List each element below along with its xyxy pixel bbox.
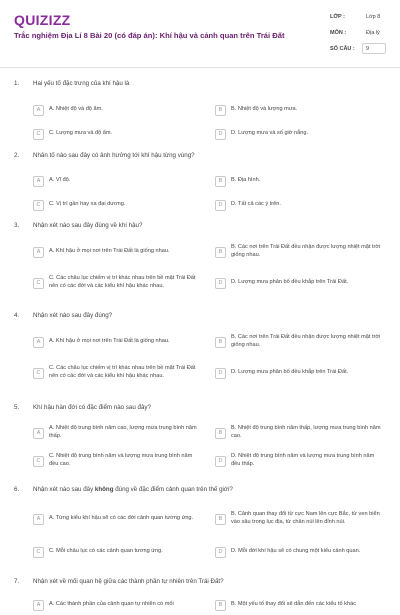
question-text: Nhận xét nào sau đây đúng?	[33, 312, 113, 319]
question-7	[0, 570, 400, 610]
option-d[interactable]	[215, 537, 388, 567]
option-b[interactable]	[215, 501, 388, 537]
option-letter: A	[33, 600, 44, 611]
option-letter: A	[33, 428, 44, 439]
option-letter: D	[215, 368, 226, 379]
option-letter: B	[215, 176, 226, 187]
option-c[interactable]	[33, 122, 215, 146]
option-b[interactable]	[215, 595, 388, 615]
option-d[interactable]	[215, 266, 388, 300]
quizizz-logo: QUIZIZZ	[14, 12, 71, 28]
option-letter: A	[33, 105, 44, 116]
meta-count	[330, 44, 392, 60]
option-text: B. Cảnh quan thay đổi từ cực Nam lên cực Bắc, từ ven biển vào sâu trong lục địa, từ chân núi lên đỉnh núi.	[231, 511, 380, 525]
option-text: B. Các nơi trên Trái Đất đều nhận được lượng nhiệt mặt trời giống nhau.	[231, 334, 381, 348]
option-text: A. Nhiệt độ và độ ẩm.	[49, 106, 103, 113]
question-text: Nhân tố nào sau đây có ảnh hưởng tới khí hậu từng vùng?	[33, 152, 195, 159]
option-text: D. Lượng mưa phân bố đều khắp trên Trái Đất.	[231, 279, 349, 286]
question-text-emphasis: không	[94, 486, 114, 493]
option-text: D. Mỗi đới khí hậu sẽ có chung một kiểu cảnh quan.	[231, 548, 361, 555]
question-4	[0, 304, 400, 396]
option-text: C. Vị trí gần hay xa đại dương.	[49, 201, 126, 208]
option-text: A. Khí hậu ở mọi nơi trên Trái Đất là giống nhau.	[49, 248, 170, 255]
option-letter: A	[33, 337, 44, 348]
option-text: C. Nhiệt độ trung bình năm và lượng mưa trung bình năm đều cao.	[49, 453, 193, 467]
option-text: D. Tất cả các ý trên.	[231, 201, 281, 208]
option-text: A. Khí hậu ở mọi nơi trên Trái Đất là giống nhau.	[49, 338, 170, 345]
question-3	[0, 214, 400, 304]
option-d[interactable]	[215, 122, 388, 146]
option-c[interactable]	[33, 447, 215, 475]
meta-label: SỐ CÂU :	[330, 46, 355, 52]
option-text: A. Nhiệt độ trung bình năm cao, lượng mưa trung bình năm thấp.	[49, 425, 197, 439]
question-number: 5.	[14, 404, 20, 411]
question-number: 1.	[14, 80, 20, 87]
option-text: D. Nhiệt độ trung bình năm và lượng mưa trung bình năm đều thấp.	[231, 453, 375, 467]
option-letter: A	[33, 514, 44, 525]
question-number: 3.	[14, 222, 20, 229]
question-text: Hai yếu tố đặc trưng của khí hậu là	[33, 80, 130, 87]
option-a[interactable]	[33, 238, 215, 266]
option-letter: C	[33, 278, 44, 289]
question-5	[0, 396, 400, 478]
option-a[interactable]	[33, 501, 215, 537]
meta-panel	[330, 12, 392, 60]
option-a[interactable]	[33, 419, 215, 447]
option-letter: B	[215, 247, 226, 258]
option-letter: D	[215, 456, 226, 467]
option-d[interactable]	[215, 447, 388, 475]
meta-label: MÔN :	[330, 30, 347, 36]
option-c[interactable]	[33, 537, 215, 567]
question-text: Khí hậu hàn đới có đặc điểm nào sau đây?	[33, 404, 151, 411]
option-letter: D	[215, 278, 226, 289]
question-6	[0, 478, 400, 570]
meta-label: LỚP :	[330, 14, 345, 20]
option-letter: B	[215, 105, 226, 116]
option-letter: B	[215, 600, 226, 611]
option-text: B. Nhiệt độ và lượng mưa.	[231, 106, 298, 113]
option-b[interactable]	[215, 328, 388, 356]
question-text: Nhận xét nào sau đây đúng về khí hậu?	[33, 222, 143, 229]
option-letter: D	[215, 200, 226, 211]
page-title: Trắc nghiệm Địa Lí 8 Bài 20 (có đáp án): Khí hậu và cảnh quan trên Trái Đất	[14, 31, 285, 40]
meta-value: Địa lý	[366, 30, 380, 36]
option-a[interactable]	[33, 328, 215, 356]
option-text: B. Các nơi trên Trái Đất đều nhận được lượng nhiệt mặt trời giống nhau.	[231, 244, 381, 258]
option-b[interactable]	[215, 238, 388, 266]
option-letter: A	[33, 247, 44, 258]
question-2	[0, 144, 400, 214]
option-text: B. Nhiệt độ trung bình năm thấp, lượng mưa trung bình năm cao.	[231, 425, 381, 439]
worksheet-header	[0, 0, 400, 68]
option-text: B. Địa hình.	[231, 177, 261, 184]
option-a[interactable]	[33, 98, 215, 122]
question-number: 2.	[14, 152, 20, 159]
question-number: 6.	[14, 486, 20, 493]
option-letter: D	[215, 129, 226, 140]
option-b[interactable]	[215, 98, 388, 122]
meta-value: 9	[366, 46, 370, 52]
meta-subject	[330, 28, 392, 44]
question-number: 4.	[14, 312, 20, 319]
option-letter: D	[215, 547, 226, 558]
question-text-post: đúng về đặc điểm cảnh quan trên thế giới?	[113, 486, 233, 493]
option-text: C. Lượng mưa và độ ẩm.	[49, 130, 113, 137]
option-c[interactable]	[33, 266, 215, 300]
option-text: B. Một yếu tố thay đổi sẽ dẫn đến các kiểu tố khác	[231, 601, 357, 608]
option-letter: B	[215, 337, 226, 348]
question-1	[0, 72, 400, 144]
option-text: C. Mỗi châu lục có các cảnh quan tương ứng.	[49, 548, 163, 555]
option-text: A. Từng kiểu khí hậu sẽ có các đới cảnh quan tương ứng.	[49, 515, 194, 522]
option-text: A. Các thành phần của cảnh quan tự nhiên có mối	[49, 601, 174, 608]
option-a[interactable]	[33, 595, 215, 615]
option-letter: C	[33, 129, 44, 140]
option-text: C. Các châu lục chiếm vị trí khác nhau trên bề mặt Trái Đất nên có các đới và các kiểu khí hậu khác nhau.	[49, 275, 196, 289]
option-letter: B	[215, 514, 226, 525]
option-letter: C	[33, 368, 44, 379]
meta-value: Lớp 8	[366, 14, 381, 20]
option-text: A. Vĩ độ.	[49, 177, 71, 184]
meta-grade	[330, 12, 392, 28]
option-letter: B	[215, 428, 226, 439]
option-c[interactable]	[33, 356, 215, 390]
option-d[interactable]	[215, 356, 388, 390]
option-b[interactable]	[215, 419, 388, 447]
option-text: D. Lượng mưa phân bố đều khắp trên Trái Đất.	[231, 369, 349, 376]
option-a[interactable]	[33, 169, 215, 193]
option-letter: C	[33, 456, 44, 467]
question-text-pre: Nhận xét nào sau đây	[33, 486, 95, 493]
question-number: 7.	[14, 578, 20, 585]
option-letter: A	[33, 176, 44, 187]
question-text	[33, 486, 383, 493]
option-text: C. Các châu lục chiếm vị trí khác nhau trên bề mặt Trái Đất nên có các đới và các kiểu khí hậu khác nhau.	[49, 365, 196, 379]
option-text: D. Lượng mưa và số giờ nắng.	[231, 130, 309, 137]
question-list	[0, 72, 400, 610]
option-b[interactable]	[215, 169, 388, 193]
question-text: Nhận xét về mối quan hệ giữa các thành phần tự nhiên trên Trái Đất?	[33, 578, 224, 585]
option-letter: C	[33, 200, 44, 211]
option-letter: C	[33, 547, 44, 558]
